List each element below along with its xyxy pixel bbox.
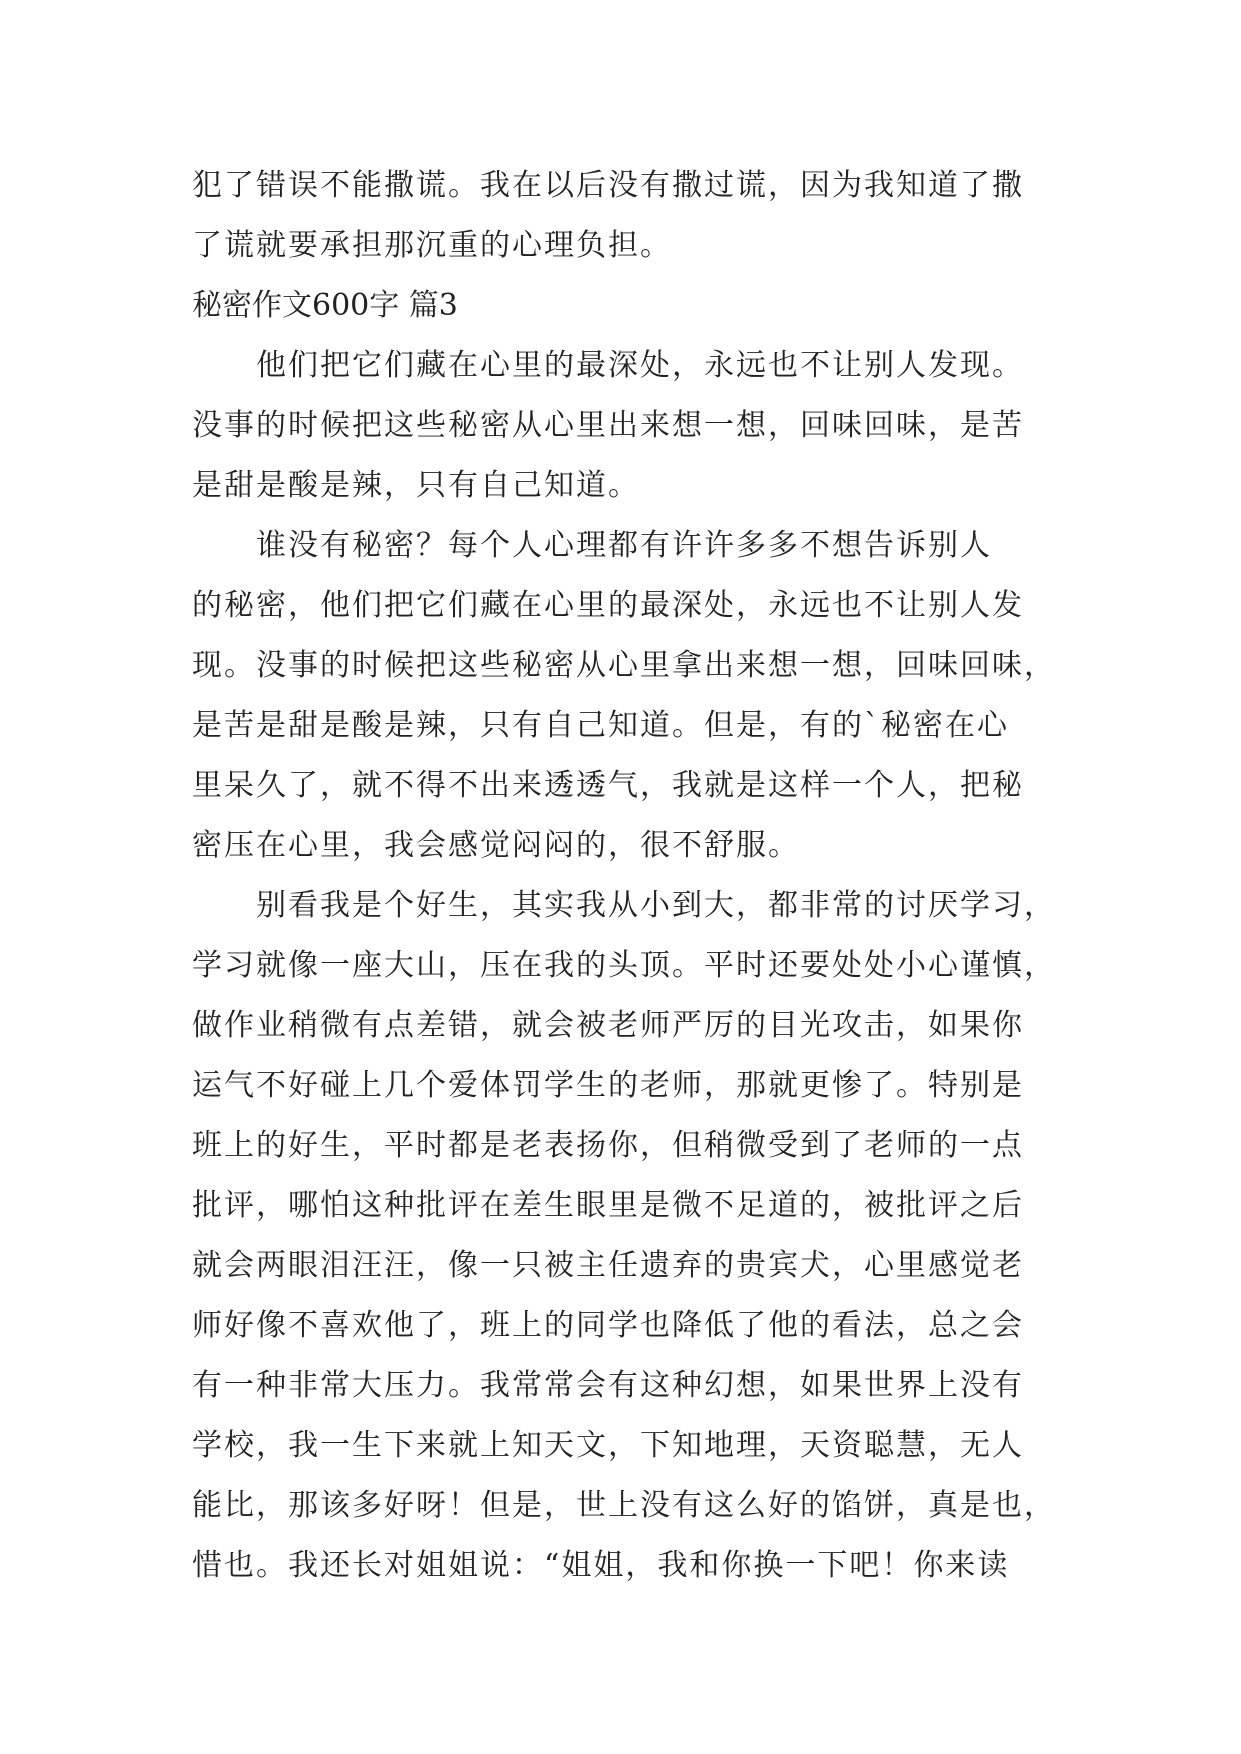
text-line: 运气不好碰上几个爱体罚学生的老师，那就更惨了。特别是 xyxy=(192,1068,1024,1103)
text-line: 班上的好生，平时都是老表扬你，但稍微受到了老师的一点 xyxy=(192,1128,1024,1163)
text-line: 师好像不喜欢他了，班上的同学也降低了他的看法，总之会 xyxy=(192,1308,1024,1343)
text-line: 里呆久了，就不得不出来透透气，我就是这样一个人，把秘 xyxy=(192,768,1024,803)
text-line: 能比，那该多好呀！但是，世上没有这么好的馅饼，真是也， xyxy=(192,1488,1056,1523)
text-line: 别看我是个好生，其实我从小到大，都非常的讨厌学习， xyxy=(192,888,1056,923)
text-line: 谁没有秘密？每个人心理都有许许多多不想告诉别人 xyxy=(192,528,992,563)
text-line: 做作业稍微有点差错，就会被老师严厉的目光攻击，如果你 xyxy=(192,1008,1024,1043)
text-line: 是苦是甜是酸是辣，只有自己知道。但是，有的`秘密在心 xyxy=(192,708,1009,743)
text-line: 的秘密，他们把它们藏在心里的最深处，永远也不让别人发 xyxy=(192,588,1024,623)
text-line: 他们把它们藏在心里的最深处，永远也不让别人发现。 xyxy=(192,348,1024,383)
text-line: 有一种非常大压力。我常常会有这种幻想，如果世界上没有 xyxy=(192,1368,1024,1403)
section-heading: 秘密作文600字 篇3 xyxy=(192,288,458,323)
document-body xyxy=(192,156,1062,1596)
text-line: 没事的时候把这些秘密从心里出来想一想，回味回味，是苦 xyxy=(192,408,1024,443)
text-line: 学习就像一座大山，压在我的头顶。平时还要处处小心谨慎， xyxy=(192,948,1056,983)
text-line: 惜也。我还长对姐姐说：“姐姐，我和你换一下吧！你来读 xyxy=(192,1548,1010,1583)
text-line: 密压在心里，我会感觉闷闷的，很不舒服。 xyxy=(192,828,800,863)
text-line: 就会两眼泪汪汪，像一只被主任遗弃的贵宾犬，心里感觉老 xyxy=(192,1248,1024,1283)
text-line: 批评，哪怕这种批评在差生眼里是微不足道的，被批评之后 xyxy=(192,1188,1024,1223)
text-line: 是甜是酸是辣，只有自己知道。 xyxy=(192,468,640,503)
text-line: 学校，我一生下来就上知天文，下知地理，天资聪慧，无人 xyxy=(192,1428,1024,1463)
text-line: 现。没事的时候把这些秘密从心里拿出来想一想，回味回味， xyxy=(192,648,1056,683)
text-line: 了谎就要承担那沉重的心理负担。 xyxy=(192,228,672,263)
text-line: 犯了错误不能撒谎。我在以后没有撒过谎，因为我知道了撒 xyxy=(192,168,1024,203)
